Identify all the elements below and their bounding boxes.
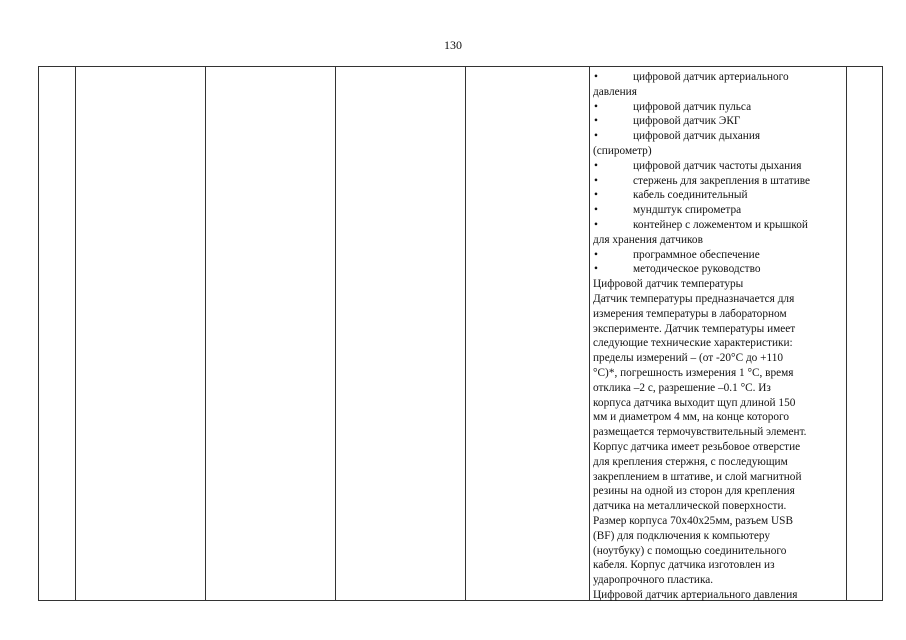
- paragraph-line: Цифровой датчик артериального давления: [593, 588, 798, 601]
- list-item: • контейнер с ложементом и крышкой: [594, 218, 808, 231]
- table-cell-empty: [39, 67, 75, 600]
- list-item: • цифровой датчик пульса: [594, 100, 752, 113]
- paragraph-line: Размер корпуса 70x40x25мм, разъем USB: [593, 514, 794, 527]
- list-item: • цифровой датчик дыхания: [594, 130, 761, 143]
- table-cell-empty: [76, 67, 205, 600]
- paragraph-line: резины на одной из сторон для крепления: [593, 485, 795, 498]
- paragraph-line: Корпус датчика имеет резьбовое отверстие: [593, 440, 801, 453]
- list-item: • цифровой датчик артериального: [594, 71, 789, 83]
- paragraph-line: отклика –2 с, разрешение –0.1 °С. Из: [593, 381, 771, 394]
- page-number: 130: [444, 38, 462, 52]
- bullet-icon: •: [594, 263, 598, 276]
- list-item-continuation: (спирометр): [593, 144, 652, 157]
- bullet-icon: •: [594, 174, 598, 187]
- table-cell-content: [593, 70, 845, 603]
- bullet-icon: •: [594, 100, 598, 113]
- paragraph-line: эксперименте. Датчик температуры имеет: [593, 322, 796, 335]
- list-item: • программное обеспечение: [594, 248, 760, 261]
- paragraph-line: Датчик температуры предназначается для: [593, 292, 795, 305]
- paragraph-line: °С)*, погрешность измерения 1 °С, время: [593, 366, 794, 379]
- bullet-icon: •: [594, 130, 598, 143]
- paragraph-line: измерения температуры в лабораторном: [593, 307, 787, 320]
- list-item-continuation: для хранения датчиков: [593, 233, 703, 246]
- specification-table: [38, 66, 883, 601]
- bullet-icon: •: [594, 71, 598, 83]
- bullet-icon: •: [594, 159, 598, 172]
- paragraph-line: размещается термочувствительный элемент.: [593, 426, 807, 439]
- list-item: • кабель соединительный: [594, 189, 748, 202]
- paragraph-line: (ноутбуку) с помощью соединительного: [593, 544, 787, 557]
- paragraph-line: Цифровой датчик температуры: [593, 278, 744, 291]
- paragraph-line: (BF) для подключения к компьютеру: [593, 529, 771, 542]
- table-cell-empty: [206, 67, 335, 600]
- bullet-icon: •: [594, 204, 598, 217]
- list-item: • стержень для закрепления в штативе: [594, 174, 811, 187]
- paragraph-line: пределы измерений – (от -20°С до +110: [593, 352, 784, 365]
- paragraph-line: мм и диаметром 4 мм, на конце которого: [593, 411, 790, 424]
- paragraph-line: ударопрочного пластика.: [593, 574, 714, 587]
- bullet-icon: •: [594, 248, 598, 261]
- table-cell-empty: [336, 67, 465, 600]
- column-divider: [589, 67, 590, 600]
- bullet-icon: •: [594, 189, 598, 202]
- paragraph-line: кабеля. Корпус датчика изготовлен из: [593, 559, 775, 572]
- bullet-icon: •: [594, 218, 598, 231]
- bullet-list: [593, 70, 845, 277]
- paragraph-line: корпуса датчика выходит щуп длиной 150: [593, 396, 796, 409]
- paragraph-line: следующие технические характеристики:: [593, 337, 793, 350]
- paragraph-line: закреплением в штативе, и слой магнитной: [593, 470, 802, 483]
- list-item-continuation: давления: [593, 85, 637, 98]
- table-cell-empty: [847, 67, 883, 600]
- list-item: • методическое руководство: [594, 263, 761, 276]
- list-item: • цифровой датчик ЭКГ: [594, 115, 741, 128]
- table-cell-empty: [466, 67, 589, 600]
- description-paragraph: [593, 277, 845, 603]
- list-item: • цифровой датчик частоты дыхания: [594, 159, 802, 172]
- paragraph-line: датчика на металлической поверхности.: [593, 500, 787, 513]
- paragraph-line: для крепления стержня, с последующим: [593, 455, 788, 468]
- list-item: • мундштук спирометра: [594, 204, 742, 217]
- bullet-icon: •: [594, 115, 598, 128]
